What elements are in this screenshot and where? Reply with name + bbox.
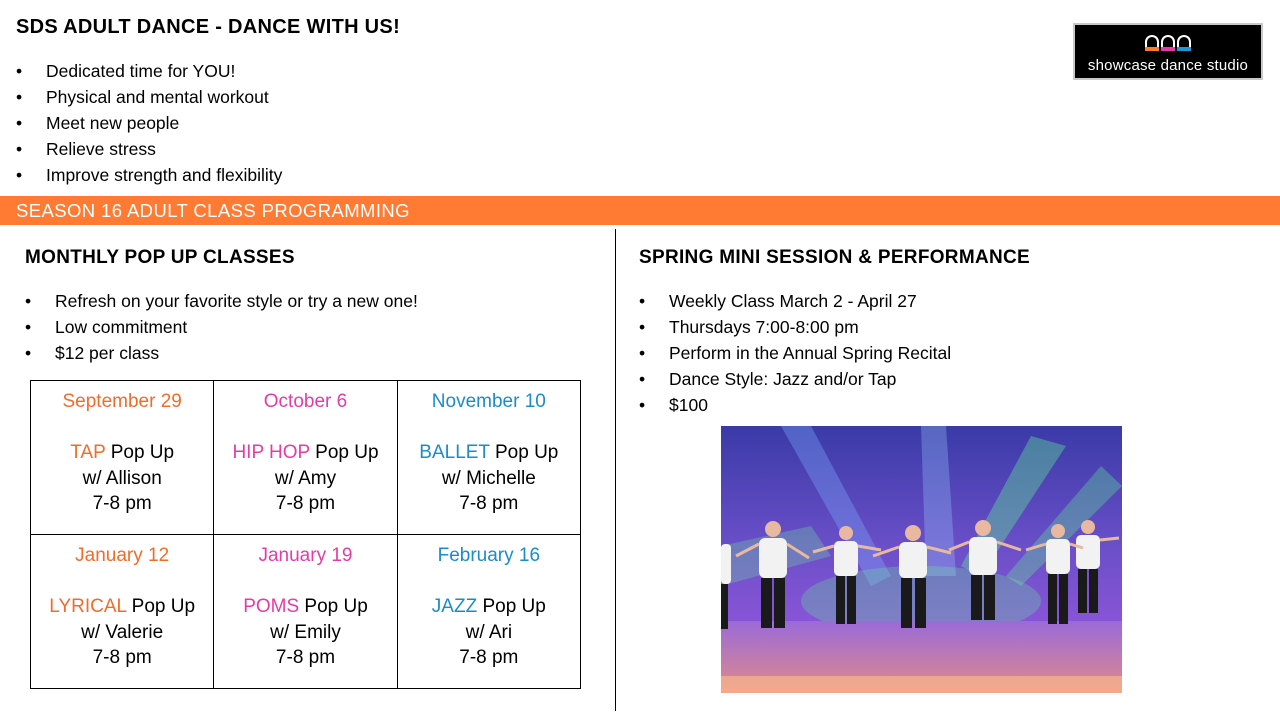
list-item: • Refresh on your favorite style or try a new one! [25,288,418,314]
list-item: • Dance Style: Jazz and/or Tap [639,366,951,392]
class-time: 7-8 pm [459,493,519,514]
class-date: October 6 [263,391,348,412]
benefits-list [16,58,282,188]
class-style: POMS [243,596,300,617]
class-cell [31,381,214,535]
class-date: January 19 [258,545,353,566]
class-suffix: Pop Up [304,596,368,617]
class-time: 7-8 pm [92,493,152,514]
class-instructor: w/ Valerie [81,621,164,643]
class-time: 7-8 pm [92,647,152,668]
list-item: • Dedicated time for YOU! [16,58,282,84]
logo-text: showcase dance studio [1087,57,1249,74]
list-item: • Physical and mental workout [16,84,282,110]
list-item: • Improve strength and flexibility [16,162,282,188]
class-time: 7-8 pm [459,647,519,668]
class-instructor: w/ Emily [270,621,341,643]
season-banner: SEASON 16 ADULT CLASS PROGRAMMING [0,196,1280,225]
list-item: • Weekly Class March 2 - April 27 [639,288,951,314]
table-row [31,381,581,535]
class-cell [397,381,580,535]
class-suffix: Pop Up [315,442,379,463]
list-item: • Relieve stress [16,136,282,162]
class-style: HIP HOP [232,442,310,463]
list-item: • Perform in the Annual Spring Recital [639,340,951,366]
class-cell [214,535,397,689]
class-instructor: w/ Ari [465,621,513,643]
class-instructor: w/ Amy [274,467,337,489]
list-item: • Thursdays 7:00-8:00 pm [639,314,951,340]
class-cell [397,535,580,689]
column-divider [615,229,616,711]
list-item: • $12 per class [25,340,418,366]
class-style: JAZZ [431,596,478,617]
class-date: January 12 [75,545,170,566]
class-time: 7-8 pm [275,493,336,514]
class-suffix: Pop Up [482,596,546,617]
class-suffix: Pop Up [110,442,175,463]
pop-up-schedule-table [30,380,581,689]
pop-up-heading: MONTHLY POP UP CLASSES [25,247,295,268]
class-style: LYRICAL [49,596,127,617]
class-instructor: w/ Allison [82,467,162,489]
class-time: 7-8 pm [275,647,336,668]
class-instructor: w/ Michelle [441,467,536,489]
class-date: February 16 [437,545,541,566]
class-style: BALLET [419,442,490,463]
spring-list [639,288,951,418]
sds-logo-mark-icon [1075,34,1261,48]
class-suffix: Pop Up [131,596,196,617]
pop-up-list [25,288,418,366]
class-cell [214,381,397,535]
spring-heading: SPRING MINI SESSION & PERFORMANCE [639,247,1030,268]
table-row [31,535,581,689]
class-cell [31,535,214,689]
class-date: November 10 [431,391,546,412]
list-item: • Meet new people [16,110,282,136]
list-item: • $100 [639,392,951,418]
class-style: TAP [70,442,106,463]
class-date: September 29 [62,391,182,412]
class-suffix: Pop Up [494,442,559,463]
page-title: SDS ADULT DANCE - DANCE WITH US! [16,16,401,38]
dance-performance-photo [721,426,1122,693]
list-item: • Low commitment [25,314,418,340]
studio-logo [1073,23,1263,80]
